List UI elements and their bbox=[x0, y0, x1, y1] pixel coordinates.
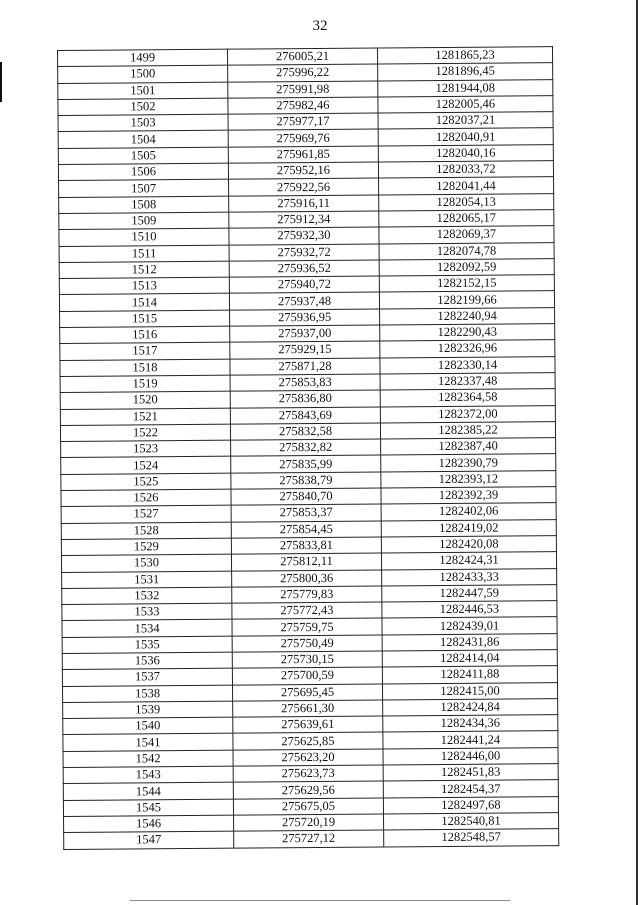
x-coordinate-cell: 275835,99 bbox=[231, 455, 381, 472]
x-coordinate-cell: 275912,34 bbox=[229, 211, 379, 228]
x-coordinate-cell: 275623,20 bbox=[233, 749, 383, 766]
x-coordinate-cell: 275922,56 bbox=[229, 178, 379, 195]
x-coordinate-cell: 275675,05 bbox=[233, 798, 383, 815]
point-number-cell: 1542 bbox=[63, 750, 233, 768]
y-coordinate-cell: 1282385,22 bbox=[380, 421, 555, 439]
point-number-cell: 1507 bbox=[59, 180, 229, 198]
x-coordinate-cell: 275661,30 bbox=[233, 700, 383, 717]
y-coordinate-cell: 1282364,58 bbox=[380, 389, 555, 407]
point-number-cell: 1539 bbox=[63, 701, 233, 719]
point-number-cell: 1503 bbox=[58, 114, 228, 132]
point-number-cell: 1513 bbox=[59, 277, 229, 295]
x-coordinate-cell: 275916,11 bbox=[229, 195, 379, 212]
y-coordinate-cell: 1282040,16 bbox=[378, 144, 553, 162]
point-number-cell: 1517 bbox=[60, 342, 230, 360]
x-coordinate-cell: 275940,72 bbox=[229, 276, 379, 293]
x-coordinate-cell: 275843,69 bbox=[230, 407, 380, 424]
point-number-cell: 1518 bbox=[60, 359, 230, 377]
point-number-cell: 1528 bbox=[61, 522, 231, 540]
point-number-cell: 1505 bbox=[58, 147, 228, 165]
y-coordinate-cell: 1282420,08 bbox=[381, 535, 556, 553]
point-number-cell: 1509 bbox=[59, 212, 229, 230]
y-coordinate-cell: 1282065,17 bbox=[379, 210, 554, 228]
y-coordinate-cell: 1282041,44 bbox=[379, 177, 554, 195]
point-number-cell: 1526 bbox=[61, 489, 231, 507]
x-coordinate-cell: 275832,82 bbox=[231, 439, 381, 456]
point-number-cell: 1511 bbox=[59, 245, 229, 263]
left-edge-mark bbox=[0, 62, 2, 102]
point-number-cell: 1510 bbox=[59, 228, 229, 246]
bottom-scan-line bbox=[130, 900, 510, 901]
point-number-cell: 1519 bbox=[60, 375, 230, 393]
y-coordinate-cell: 1282069,37 bbox=[379, 226, 554, 244]
point-number-cell: 1504 bbox=[58, 131, 228, 149]
y-coordinate-cell: 1281896,45 bbox=[378, 63, 553, 81]
x-coordinate-cell: 275639,61 bbox=[233, 716, 383, 733]
x-coordinate-cell: 275629,56 bbox=[233, 781, 383, 798]
point-number-cell: 1535 bbox=[62, 636, 232, 654]
point-number-cell: 1524 bbox=[61, 457, 231, 475]
y-coordinate-cell: 1282387,40 bbox=[381, 438, 556, 456]
point-number-cell: 1529 bbox=[61, 538, 231, 556]
x-coordinate-cell: 275700,59 bbox=[232, 667, 382, 684]
y-coordinate-cell: 1282424,31 bbox=[381, 552, 556, 570]
y-coordinate-cell: 1282199,66 bbox=[379, 291, 554, 309]
point-number-cell: 1543 bbox=[63, 766, 233, 784]
point-number-cell: 1530 bbox=[61, 554, 231, 572]
x-coordinate-cell: 275952,16 bbox=[228, 162, 378, 179]
point-number-cell: 1501 bbox=[58, 82, 228, 100]
point-number-cell: 1541 bbox=[63, 734, 233, 752]
point-number-cell: 1512 bbox=[59, 261, 229, 279]
y-coordinate-cell: 1282446,00 bbox=[383, 747, 558, 765]
x-coordinate-cell: 275871,28 bbox=[230, 358, 380, 375]
x-coordinate-cell: 275961,85 bbox=[228, 146, 378, 163]
y-coordinate-cell: 1282446,53 bbox=[382, 601, 557, 619]
y-coordinate-cell: 1282037,21 bbox=[378, 112, 553, 130]
x-coordinate-cell: 275695,45 bbox=[232, 684, 382, 701]
x-coordinate-cell: 275812,11 bbox=[231, 553, 381, 570]
x-coordinate-cell: 275929,15 bbox=[230, 341, 380, 358]
point-number-cell: 1531 bbox=[62, 571, 232, 589]
x-coordinate-cell: 275800,36 bbox=[232, 569, 382, 586]
y-coordinate-cell: 1282454,37 bbox=[383, 780, 558, 798]
y-coordinate-cell: 1282402,06 bbox=[381, 503, 556, 521]
x-coordinate-cell: 275838,79 bbox=[231, 472, 381, 489]
x-coordinate-cell: 275932,72 bbox=[229, 244, 379, 261]
point-number-cell: 1522 bbox=[60, 424, 230, 442]
x-coordinate-cell: 275772,43 bbox=[232, 602, 382, 619]
y-coordinate-cell: 1282431,86 bbox=[382, 633, 557, 651]
x-coordinate-cell: 275936,52 bbox=[229, 260, 379, 277]
point-number-cell: 1546 bbox=[64, 815, 234, 833]
y-coordinate-cell: 1282152,15 bbox=[379, 275, 554, 293]
x-coordinate-cell: 275730,15 bbox=[232, 651, 382, 668]
point-number-cell: 1514 bbox=[59, 294, 229, 312]
x-coordinate-cell: 275832,58 bbox=[230, 423, 380, 440]
y-coordinate-cell: 1282337,48 bbox=[380, 373, 555, 391]
y-coordinate-cell: 1282451,83 bbox=[383, 764, 558, 782]
point-number-cell: 1537 bbox=[62, 668, 232, 686]
y-coordinate-cell: 1282497,68 bbox=[383, 796, 558, 814]
x-coordinate-cell: 275853,83 bbox=[230, 374, 380, 391]
y-coordinate-cell: 1282411,88 bbox=[382, 666, 557, 684]
point-number-cell: 1515 bbox=[60, 310, 230, 328]
point-number-cell: 1545 bbox=[63, 799, 233, 817]
point-number-cell: 1506 bbox=[58, 163, 228, 181]
y-coordinate-cell: 1282092,59 bbox=[379, 258, 554, 276]
x-coordinate-cell: 275854,45 bbox=[231, 521, 381, 538]
x-coordinate-cell: 275991,98 bbox=[228, 81, 378, 98]
x-coordinate-cell: 275833,81 bbox=[231, 537, 381, 554]
x-coordinate-cell: 275982,46 bbox=[228, 97, 378, 114]
point-number-cell: 1516 bbox=[60, 326, 230, 344]
y-coordinate-cell: 1282290,43 bbox=[380, 324, 555, 342]
y-coordinate-cell: 1282433,33 bbox=[382, 568, 557, 586]
y-coordinate-cell: 1282054,13 bbox=[379, 193, 554, 211]
y-coordinate-cell: 1281944,08 bbox=[378, 79, 553, 97]
y-coordinate-cell: 1282439,01 bbox=[382, 617, 557, 635]
y-coordinate-cell: 1282005,46 bbox=[378, 95, 553, 113]
point-number-cell: 1538 bbox=[62, 685, 232, 703]
y-coordinate-cell: 1282390,79 bbox=[381, 454, 556, 472]
y-coordinate-cell: 1282074,78 bbox=[379, 242, 554, 260]
x-coordinate-cell: 275996,22 bbox=[228, 64, 378, 81]
point-number-cell: 1547 bbox=[64, 831, 234, 849]
y-coordinate-cell: 1282424,84 bbox=[383, 698, 558, 716]
point-number-cell: 1499 bbox=[58, 49, 228, 67]
y-coordinate-cell: 1282040,91 bbox=[378, 128, 553, 146]
point-number-cell: 1527 bbox=[61, 505, 231, 523]
x-coordinate-cell: 275625,85 bbox=[233, 732, 383, 749]
y-coordinate-cell: 1282548,57 bbox=[384, 829, 559, 847]
point-number-cell: 1533 bbox=[62, 603, 232, 621]
x-coordinate-cell: 275750,49 bbox=[232, 635, 382, 652]
x-coordinate-cell: 276005,21 bbox=[227, 48, 377, 65]
page-number: 32 bbox=[312, 18, 328, 34]
point-number-cell: 1508 bbox=[59, 196, 229, 214]
coordinates-table-body bbox=[58, 47, 559, 849]
x-coordinate-cell: 275853,37 bbox=[231, 504, 381, 521]
x-coordinate-cell: 275932,30 bbox=[229, 227, 379, 244]
x-coordinate-cell: 275759,75 bbox=[232, 618, 382, 635]
x-coordinate-cell: 275779,83 bbox=[232, 586, 382, 603]
y-coordinate-cell: 1282330,14 bbox=[380, 356, 555, 374]
y-coordinate-cell: 1282326,96 bbox=[380, 340, 555, 358]
point-number-cell: 1500 bbox=[58, 65, 228, 83]
x-coordinate-cell: 275836,80 bbox=[230, 390, 380, 407]
x-coordinate-cell: 275977,17 bbox=[228, 113, 378, 130]
x-coordinate-cell: 275727,12 bbox=[234, 830, 384, 847]
y-coordinate-cell: 1282392,39 bbox=[381, 487, 556, 505]
y-coordinate-cell: 1282393,12 bbox=[381, 470, 556, 488]
x-coordinate-cell: 275623,73 bbox=[233, 765, 383, 782]
point-number-cell: 1532 bbox=[62, 587, 232, 605]
point-number-cell: 1502 bbox=[58, 98, 228, 116]
y-coordinate-cell: 1282434,36 bbox=[383, 715, 558, 733]
point-number-cell: 1523 bbox=[61, 440, 231, 458]
x-coordinate-cell: 275937,48 bbox=[229, 292, 379, 309]
y-coordinate-cell: 1282415,00 bbox=[382, 682, 557, 700]
y-coordinate-cell: 1282414,04 bbox=[382, 650, 557, 668]
y-coordinate-cell: 1282419,02 bbox=[381, 519, 556, 537]
point-number-cell: 1521 bbox=[60, 408, 230, 426]
x-coordinate-cell: 275840,70 bbox=[231, 488, 381, 505]
y-coordinate-cell: 1282447,59 bbox=[382, 584, 557, 602]
y-coordinate-cell: 1282240,94 bbox=[380, 307, 555, 325]
table-row bbox=[64, 829, 559, 849]
point-number-cell: 1536 bbox=[62, 652, 232, 670]
y-coordinate-cell: 1282033,72 bbox=[378, 161, 553, 179]
y-coordinate-cell: 1282441,24 bbox=[383, 731, 558, 749]
point-number-cell: 1534 bbox=[62, 620, 232, 638]
x-coordinate-cell: 275937,00 bbox=[230, 325, 380, 342]
x-coordinate-cell: 275936,95 bbox=[230, 309, 380, 326]
point-number-cell: 1520 bbox=[60, 391, 230, 409]
coordinates-table bbox=[57, 46, 559, 849]
x-coordinate-cell: 275720,19 bbox=[234, 814, 384, 831]
y-coordinate-cell: 1282372,00 bbox=[380, 405, 555, 423]
point-number-cell: 1544 bbox=[63, 782, 233, 800]
right-edge-mark bbox=[636, 0, 638, 905]
y-coordinate-cell: 1281865,23 bbox=[377, 47, 552, 65]
point-number-cell: 1540 bbox=[63, 717, 233, 735]
y-coordinate-cell: 1282540,81 bbox=[384, 813, 559, 831]
x-coordinate-cell: 275969,76 bbox=[228, 129, 378, 146]
point-number-cell: 1525 bbox=[61, 473, 231, 491]
